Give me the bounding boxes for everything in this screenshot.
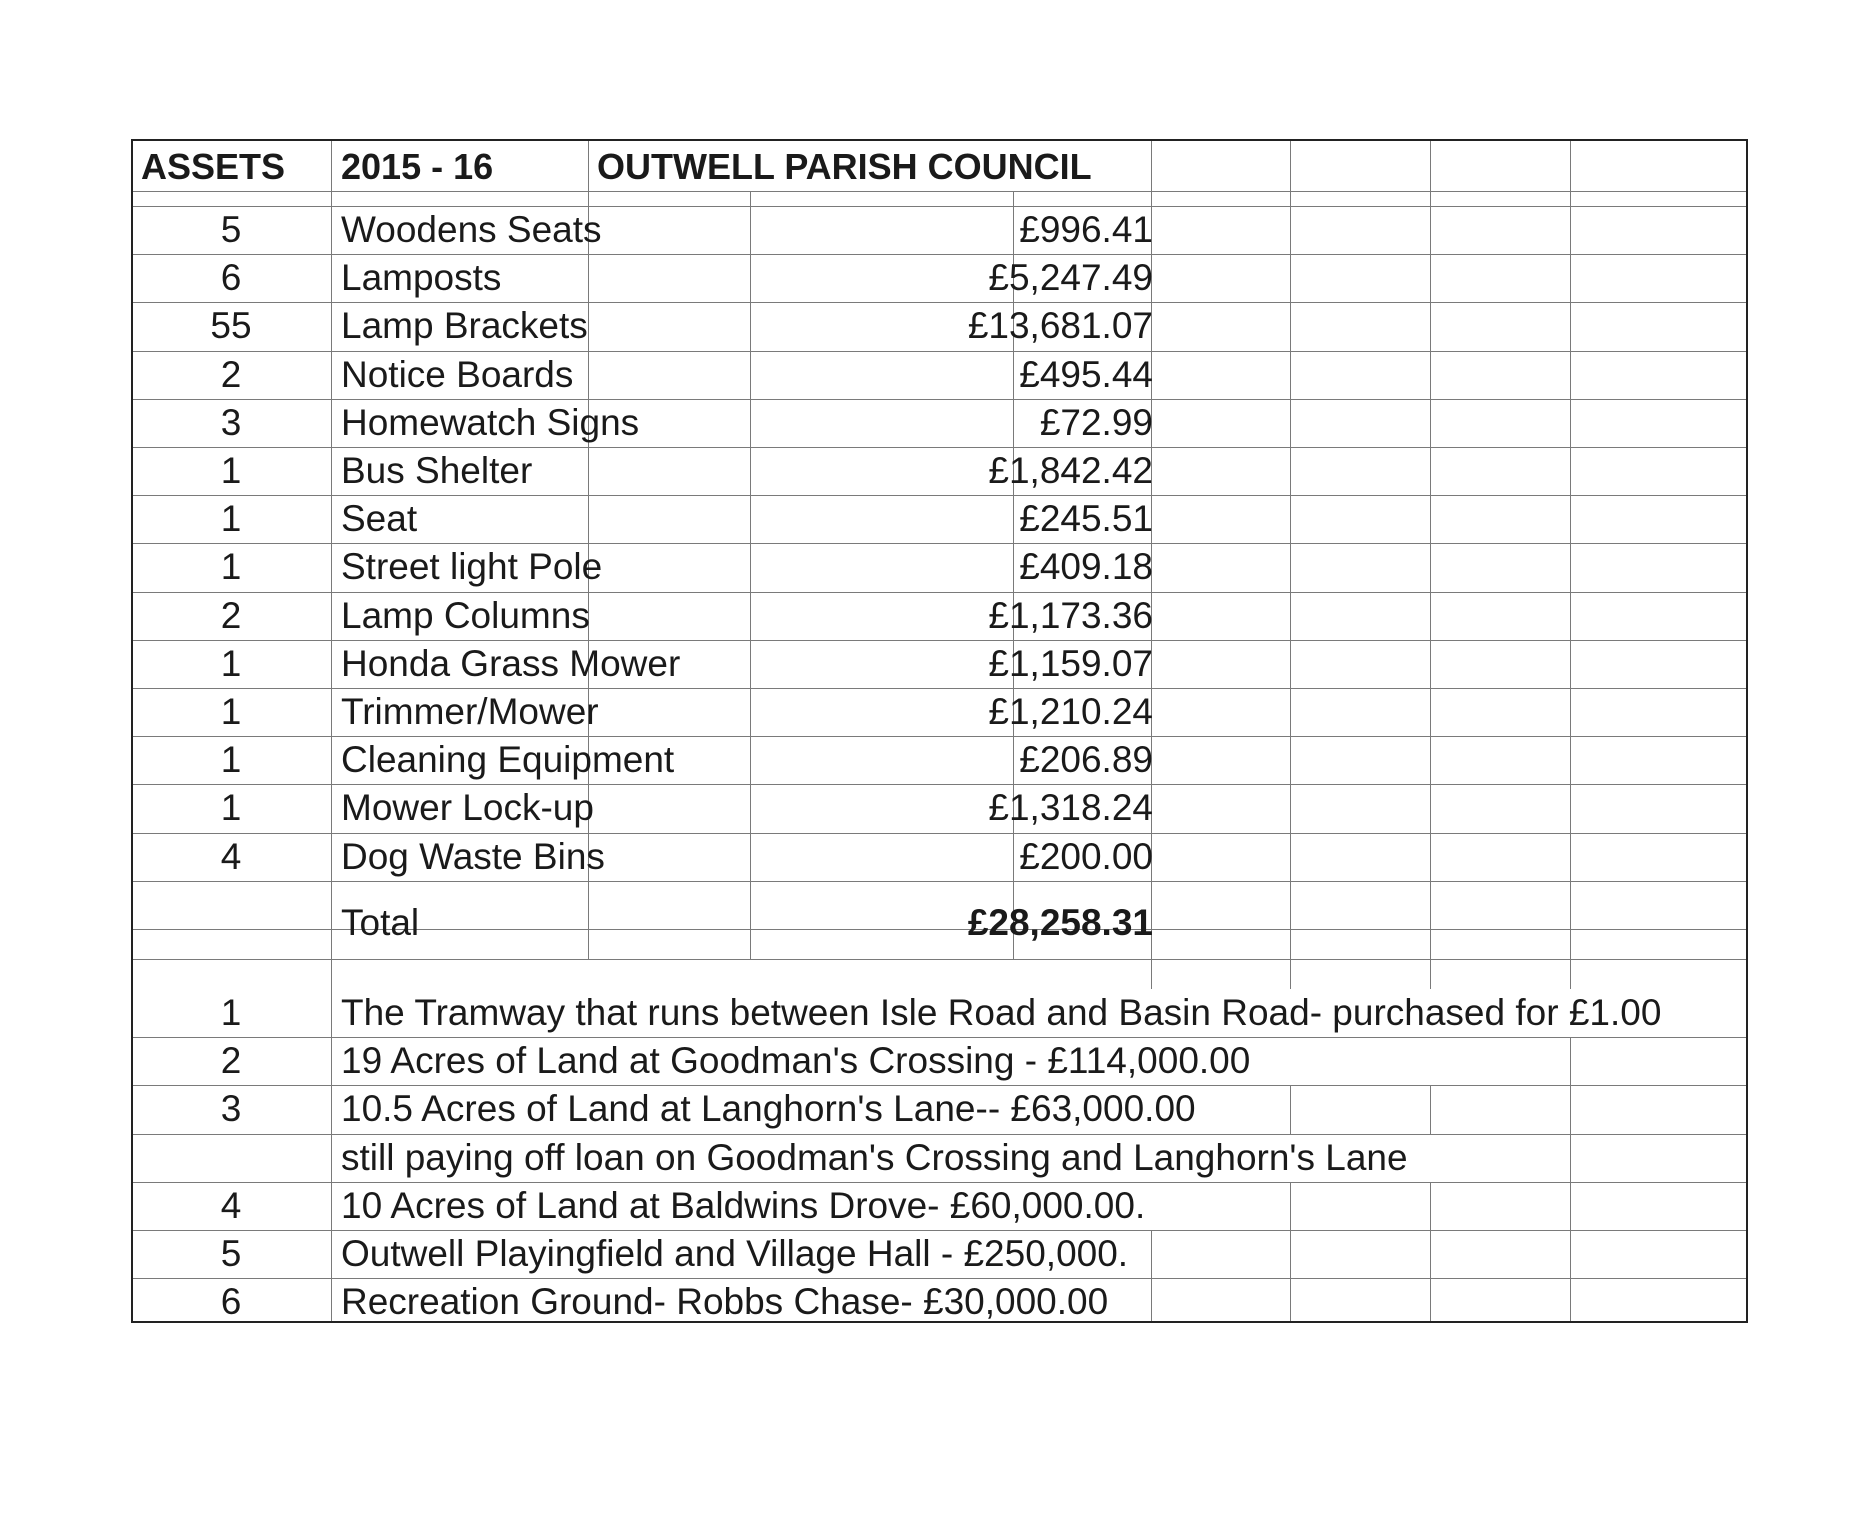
item-value: £13,681.07 (967, 305, 1153, 347)
item-quantity: 1 (220, 642, 242, 684)
grid-row-line (133, 1230, 1746, 1231)
council-heading: OUTWELL PARISH COUNCIL (597, 146, 1092, 187)
assets-heading: ASSETS (141, 146, 286, 187)
item-value: £206.89 (1019, 739, 1153, 781)
grid-column-line (1290, 1182, 1291, 1321)
item-quantity: 6 (220, 257, 242, 299)
item-quantity: 2 (220, 594, 242, 636)
item-quantity: 2 (220, 353, 242, 395)
asset-register-sheet (131, 139, 1748, 1323)
land-number: 4 (220, 1184, 242, 1226)
land-number: 1 (220, 992, 242, 1033)
land-description: still paying off loan on Goodman's Crossing and Langhorn's Lane (341, 1136, 1408, 1178)
land-number: 3 (220, 1088, 242, 1130)
grid-column-line (1430, 1085, 1431, 1133)
grid-column-line (1430, 141, 1431, 989)
grid-column-line (750, 191, 751, 959)
grid-column-line (1290, 141, 1291, 989)
grid-row-line (133, 688, 1746, 689)
item-name: Seat (341, 498, 418, 540)
grid-row-line (133, 736, 1746, 737)
item-name: Lamposts (341, 257, 502, 299)
item-name: Street light Pole (341, 546, 603, 588)
land-description: Outwell Playingfield and Village Hall - £250,000. (341, 1233, 1129, 1274)
item-quantity: 55 (210, 305, 252, 347)
grid-column-line (1430, 1182, 1431, 1321)
land-number: 5 (220, 1233, 242, 1274)
land-description: Recreation Ground- Robbs Chase- £30,000.00 (341, 1281, 1109, 1323)
grid-row-line (133, 1085, 1746, 1086)
item-name: Dog Waste Bins (341, 835, 605, 877)
item-name: Mower Lock-up (341, 787, 594, 829)
item-value: £1,173.36 (988, 594, 1153, 636)
land-description: 19 Acres of Land at Goodman's Crossing - £114,000.00 (341, 1040, 1251, 1082)
item-value: £409.18 (1019, 546, 1153, 588)
total-value: £28,258.31 (967, 902, 1153, 943)
item-name: Lamp Brackets (341, 305, 588, 347)
land-number: 6 (220, 1281, 242, 1323)
grid-row-line (133, 959, 1746, 960)
grid-row-line (133, 302, 1746, 303)
land-description: The Tramway that runs between Isle Road and Basin Road- purchased for £1.00 (341, 992, 1662, 1033)
grid-row-line (133, 191, 1746, 192)
item-quantity: 1 (220, 498, 242, 540)
item-value: £495.44 (1019, 353, 1153, 395)
grid-column-line (331, 141, 332, 1321)
item-name: Woodens Seats (341, 209, 602, 250)
item-name: Honda Grass Mower (341, 642, 681, 684)
item-quantity: 5 (220, 209, 242, 250)
grid-column-line (1570, 1037, 1571, 1321)
item-name: Bus Shelter (341, 450, 533, 491)
total-label: Total (341, 902, 420, 943)
item-value: £996.41 (1019, 209, 1153, 250)
grid-row-line (133, 543, 1746, 544)
item-value: £72.99 (1039, 401, 1153, 443)
item-quantity: 1 (220, 546, 242, 588)
item-value: £1,318.24 (988, 787, 1153, 829)
grid-row-line (133, 881, 1746, 882)
item-value: £200.00 (1019, 835, 1153, 877)
item-quantity: 3 (220, 401, 242, 443)
item-name: Notice Boards (341, 353, 574, 395)
item-name: Trimmer/Mower (341, 691, 599, 732)
item-name: Cleaning Equipment (341, 739, 675, 781)
item-value: £1,159.07 (988, 642, 1153, 684)
item-quantity: 1 (220, 450, 242, 491)
grid-row-line (133, 206, 1746, 207)
item-name: Lamp Columns (341, 594, 590, 636)
land-description: 10 Acres of Land at Baldwins Drove- £60,000.00. (341, 1184, 1146, 1226)
land-description: 10.5 Acres of Land at Langhorn's Lane-- £63,000.00 (341, 1088, 1196, 1130)
grid-column-line (1290, 1085, 1291, 1133)
grid-column-line (1570, 141, 1571, 989)
item-value: £5,247.49 (988, 257, 1153, 299)
grid-row-line (133, 254, 1746, 255)
grid-row-line (133, 1278, 1746, 1279)
item-quantity: 1 (220, 787, 242, 829)
item-quantity: 1 (220, 739, 242, 781)
item-value: £245.51 (1019, 498, 1153, 540)
grid-row-line (133, 784, 1746, 785)
grid-column-line (588, 141, 589, 206)
grid-row-line (133, 495, 1746, 496)
item-quantity: 1 (220, 691, 242, 732)
grid-row-line (133, 1037, 1746, 1038)
item-value: £1,210.24 (988, 691, 1153, 732)
land-number: 2 (220, 1040, 242, 1082)
grid-row-line (133, 447, 1746, 448)
item-value: £1,842.42 (988, 450, 1153, 491)
grid-column-line (1151, 1230, 1152, 1321)
year-heading: 2015 - 16 (341, 146, 494, 187)
item-quantity: 4 (220, 835, 242, 877)
item-name: Homewatch Signs (341, 401, 640, 443)
